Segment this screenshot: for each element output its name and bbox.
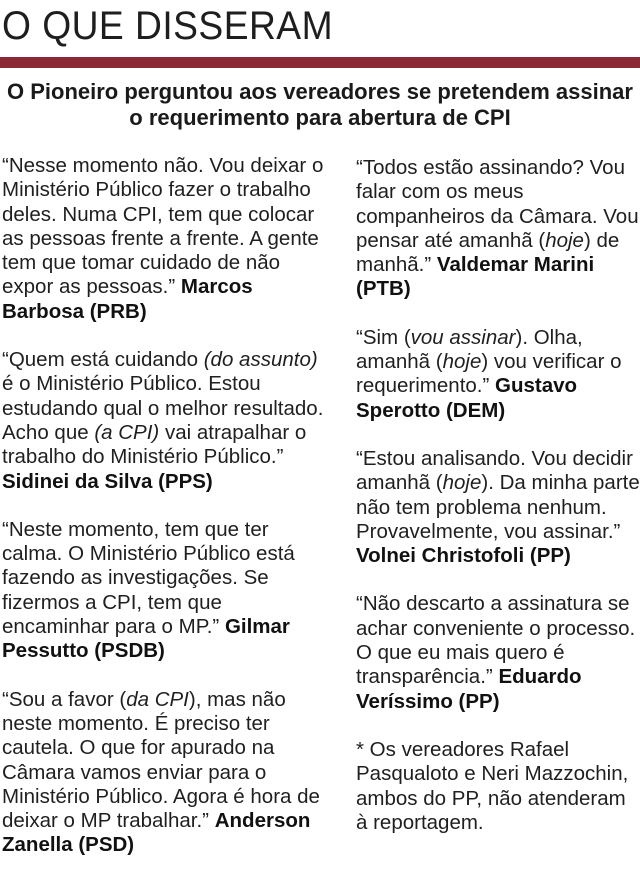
quote-text: ) vou verificar o requerimento.” <box>356 350 622 398</box>
quote-text: é o Ministério Público. Estou estudando qual o melhor resultado. Acho que <box>2 372 324 444</box>
speaker-name: Anderson Zanella (PSD) <box>2 809 311 857</box>
subhead: O Pioneiro perguntou aos vereadores se pretendem assinar o requerimento para abertura de CPI <box>7 79 633 130</box>
speaker-name: Gustavo Sperotto (DEM) <box>356 374 578 422</box>
quote-italic: hoje <box>442 350 482 374</box>
quote-text: “Sou a favor ( <box>2 687 127 711</box>
quote-italic: hoje <box>545 228 584 252</box>
quote-text: “Quem está cuidando <box>2 348 199 372</box>
quote-volnei-christofoli <box>356 447 640 568</box>
quote-italic: vou assinar <box>410 325 516 349</box>
left-column <box>2 154 332 882</box>
quote-italic: (a CPI) <box>94 420 160 444</box>
accent-rule <box>0 57 640 68</box>
quote-anderson-zanella <box>2 688 332 858</box>
speaker-name: Sidinei da Silva (PPS) <box>2 469 213 493</box>
quote-text: “Neste momento, tem que ter calma. O Ministério Público está fazendo as investigações. Se fizermos a CPI, tem que encaminhar para o MP.” <box>2 517 295 639</box>
quote-italic: (do assunto) <box>203 348 318 372</box>
quote-gustavo-sperotto <box>356 326 640 423</box>
quote-text: ). Olha, amanhã ( <box>356 325 583 374</box>
quote-text: “Nesse momento não. Vou deixar o Ministério Público fazer o trabalho deles. Numa CPI, tem que colocar as pessoas frente a frente. A gente tem que tomar cuidado de não expor as pessoas.” <box>2 154 324 299</box>
speaker-name: Eduardo Veríssimo (PP) <box>356 665 582 713</box>
quote-text: “Estou analisando. Vou decidir amanhã ( <box>356 446 633 495</box>
quote-italic: da CPI <box>126 687 189 711</box>
right-column <box>356 156 640 835</box>
speaker-name: Gilmar Pessutto (PSDB) <box>2 615 290 663</box>
quote-gilmar-pessutto <box>2 518 332 664</box>
quote-text: ) de manhã.” <box>356 228 620 277</box>
speaker-name: Valdemar Marini (PTB) <box>356 253 595 301</box>
quote-eduardo-verissimo <box>356 592 640 713</box>
quote-text: vai atrapalhar o trabalho do Ministério Público.” <box>2 420 307 469</box>
quote-text: “Não descarto a assinatura se achar conveniente o processo. O que eu mais quero é transparência.” <box>356 592 636 689</box>
quote-marcos-barbosa <box>2 154 332 324</box>
quote-italic: hoje <box>442 471 482 495</box>
quote-text: ), mas não neste momento. É preciso ter cautela. O que for apurado na Câmara vamos enviar para o Ministério Público. Agora é hora de deixar o MP trabalhar.” <box>2 687 320 833</box>
speaker-name: Volnei Christofoli (PP) <box>356 544 571 568</box>
quote-text: ). Da minha parte não tem problema nenhum. Provavelmente, vou assinar.” <box>356 471 640 543</box>
quote-valdemar-marini <box>356 156 640 302</box>
speaker-name: Marcos Barbosa (PRB) <box>2 275 253 323</box>
quote-text: “Todos estão assinando? Vou falar com os meus companheiros da Câmara. Vou pensar até amanhã ( <box>356 156 639 252</box>
footnote: * Os vereadores Rafael Pasqualoto e Neri Mazzochin, ambos do PP, não atenderam à reportagem. <box>356 737 629 834</box>
quote-text: “Sim ( <box>356 325 411 349</box>
headline: O QUE DISSERAM <box>2 4 334 48</box>
quote-sidinei-da-silva <box>2 348 332 494</box>
